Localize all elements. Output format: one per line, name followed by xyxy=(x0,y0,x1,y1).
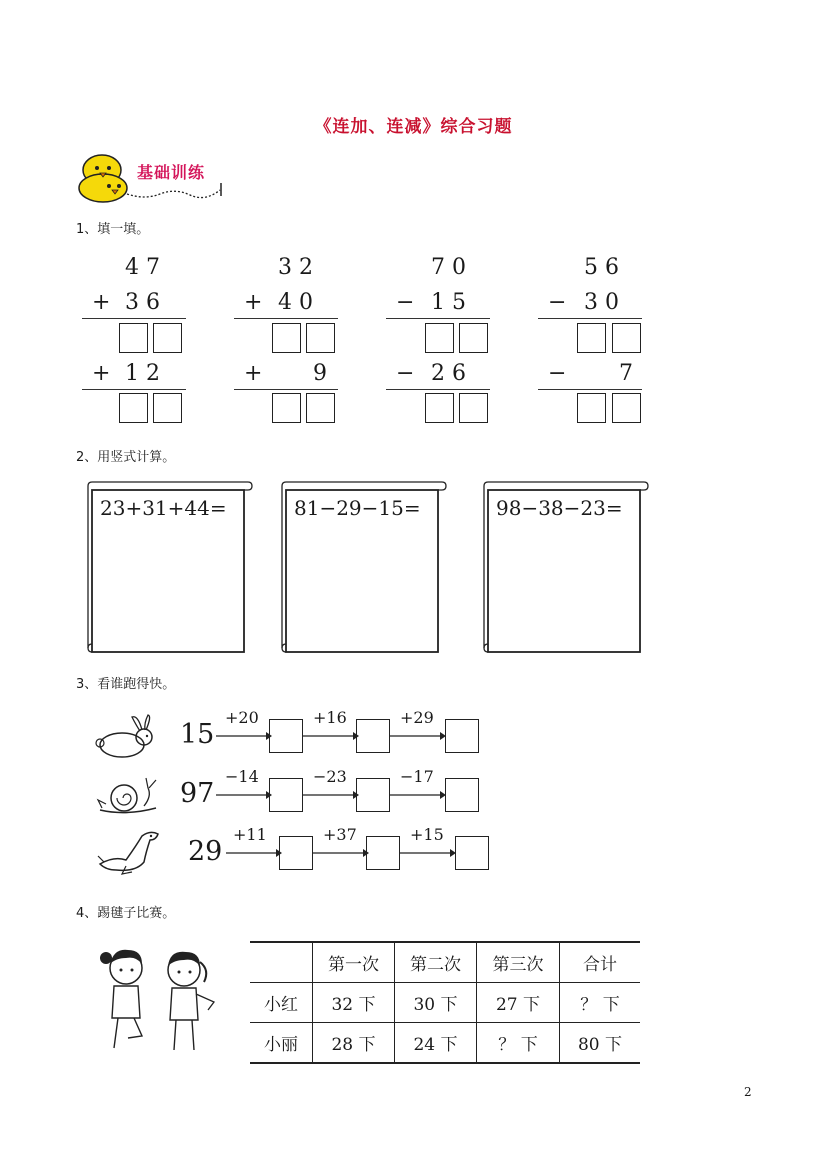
second-number: 1 5 xyxy=(431,290,466,315)
operator: + xyxy=(244,290,263,315)
page-number: 2 xyxy=(744,1085,752,1099)
table-header-row xyxy=(250,942,640,983)
divider-line xyxy=(82,389,186,390)
scroll-workspace-1[interactable] xyxy=(86,478,254,658)
answer-box[interactable] xyxy=(272,393,301,423)
third-number: 2 6 xyxy=(431,361,466,386)
answer-box[interactable] xyxy=(445,778,479,812)
score-table xyxy=(250,941,640,1064)
table-header-cell: 第三次 xyxy=(477,942,560,983)
question-2-label: 2、用竖式计算。 xyxy=(76,450,176,465)
race-row-snail xyxy=(90,764,490,824)
scroll-workspace-2[interactable] xyxy=(280,478,448,658)
section-badge xyxy=(75,150,235,206)
divider-line xyxy=(538,318,642,319)
girls-kicking-shuttlecock-icon xyxy=(96,940,226,1060)
table-cell: 小红 xyxy=(250,983,313,1023)
table-cell: 80 下 xyxy=(560,1023,641,1064)
answer-box[interactable] xyxy=(425,393,454,423)
top-number: 4 7 xyxy=(125,255,160,280)
divider-line xyxy=(234,318,338,319)
answer-box[interactable] xyxy=(366,836,400,870)
answer-box[interactable] xyxy=(119,323,148,353)
divider-line xyxy=(82,318,186,319)
answer-box[interactable] xyxy=(279,836,313,870)
table-cell: 27 下 xyxy=(477,983,560,1023)
step-label: −14 xyxy=(225,767,259,786)
divider-line xyxy=(234,389,338,390)
operator: + xyxy=(92,361,111,386)
question-4-label: 4、踢毽子比赛。 xyxy=(76,906,176,921)
answer-box[interactable] xyxy=(612,393,641,423)
table-cell: 24 下 xyxy=(395,1023,477,1064)
top-number: 7 0 xyxy=(431,255,466,280)
answer-box[interactable] xyxy=(153,323,182,353)
table-cell: 28 下 xyxy=(313,1023,395,1064)
third-number: 1 2 xyxy=(125,361,160,386)
answer-box[interactable] xyxy=(356,778,390,812)
answer-box[interactable] xyxy=(459,393,488,423)
race-row-rabbit xyxy=(90,705,490,765)
operator: + xyxy=(92,290,111,315)
step-label: +16 xyxy=(313,708,347,727)
question-3-label: 3、看谁跑得快。 xyxy=(76,677,176,692)
top-number: 3 2 xyxy=(278,255,313,280)
third-number: 7 xyxy=(619,361,633,386)
table-header-cell: 第一次 xyxy=(313,942,395,983)
divider-line xyxy=(386,318,490,319)
answer-box[interactable] xyxy=(306,323,335,353)
answer-box[interactable] xyxy=(119,393,148,423)
page-title: 《连加、连减》综合习题 xyxy=(314,117,513,137)
table-row xyxy=(250,1023,640,1064)
table-header-cell: 第二次 xyxy=(395,942,477,983)
table-row xyxy=(250,983,640,1023)
step-label: +29 xyxy=(400,708,434,727)
table-cell: 32 下 xyxy=(313,983,395,1023)
answer-box[interactable] xyxy=(459,323,488,353)
start-number: 15 xyxy=(180,719,215,750)
start-number: 29 xyxy=(188,836,223,867)
step-label: −23 xyxy=(313,767,347,786)
expression: 23+31+44= xyxy=(100,496,227,520)
step-label: +20 xyxy=(225,708,259,727)
answer-box[interactable] xyxy=(269,778,303,812)
table-cell: 30 下 xyxy=(395,983,477,1023)
answer-box[interactable] xyxy=(445,719,479,753)
table-cell[interactable]: ？ 下 xyxy=(477,1023,560,1064)
answer-box[interactable] xyxy=(356,719,390,753)
table-header-cell xyxy=(250,942,313,983)
answer-box[interactable] xyxy=(577,323,606,353)
answer-box[interactable] xyxy=(425,323,454,353)
answer-box[interactable] xyxy=(612,323,641,353)
third-number: 9 xyxy=(313,361,327,386)
scroll-workspace-3[interactable] xyxy=(482,478,650,658)
operator: + xyxy=(244,361,263,386)
answer-box[interactable] xyxy=(306,393,335,423)
answer-box[interactable] xyxy=(455,836,489,870)
table-header-cell: 合计 xyxy=(560,942,641,983)
divider-line xyxy=(538,389,642,390)
second-number: 4 0 xyxy=(278,290,313,315)
operator: − xyxy=(548,290,567,315)
operator: − xyxy=(548,361,567,386)
table-cell[interactable]: ？ 下 xyxy=(560,983,641,1023)
divider-line xyxy=(386,389,490,390)
expression: 81−29−15= xyxy=(294,496,421,520)
start-number: 97 xyxy=(180,778,215,809)
question-1-label: 1、填一填。 xyxy=(76,222,150,237)
expression: 98−38−23= xyxy=(496,496,623,520)
step-label: −17 xyxy=(400,767,434,786)
answer-box[interactable] xyxy=(272,323,301,353)
step-label: +11 xyxy=(233,825,267,844)
section-badge-label: 基础训练 xyxy=(137,163,206,182)
operator: − xyxy=(396,361,415,386)
step-label: +15 xyxy=(410,825,444,844)
second-number: 3 0 xyxy=(584,290,619,315)
answer-box[interactable] xyxy=(269,719,303,753)
answer-box[interactable] xyxy=(577,393,606,423)
top-number: 5 6 xyxy=(584,255,619,280)
second-number: 3 6 xyxy=(125,290,160,315)
table-cell: 小丽 xyxy=(250,1023,313,1064)
operator: − xyxy=(396,290,415,315)
answer-box[interactable] xyxy=(153,393,182,423)
race-row-seal xyxy=(90,822,500,882)
step-label: +37 xyxy=(323,825,357,844)
